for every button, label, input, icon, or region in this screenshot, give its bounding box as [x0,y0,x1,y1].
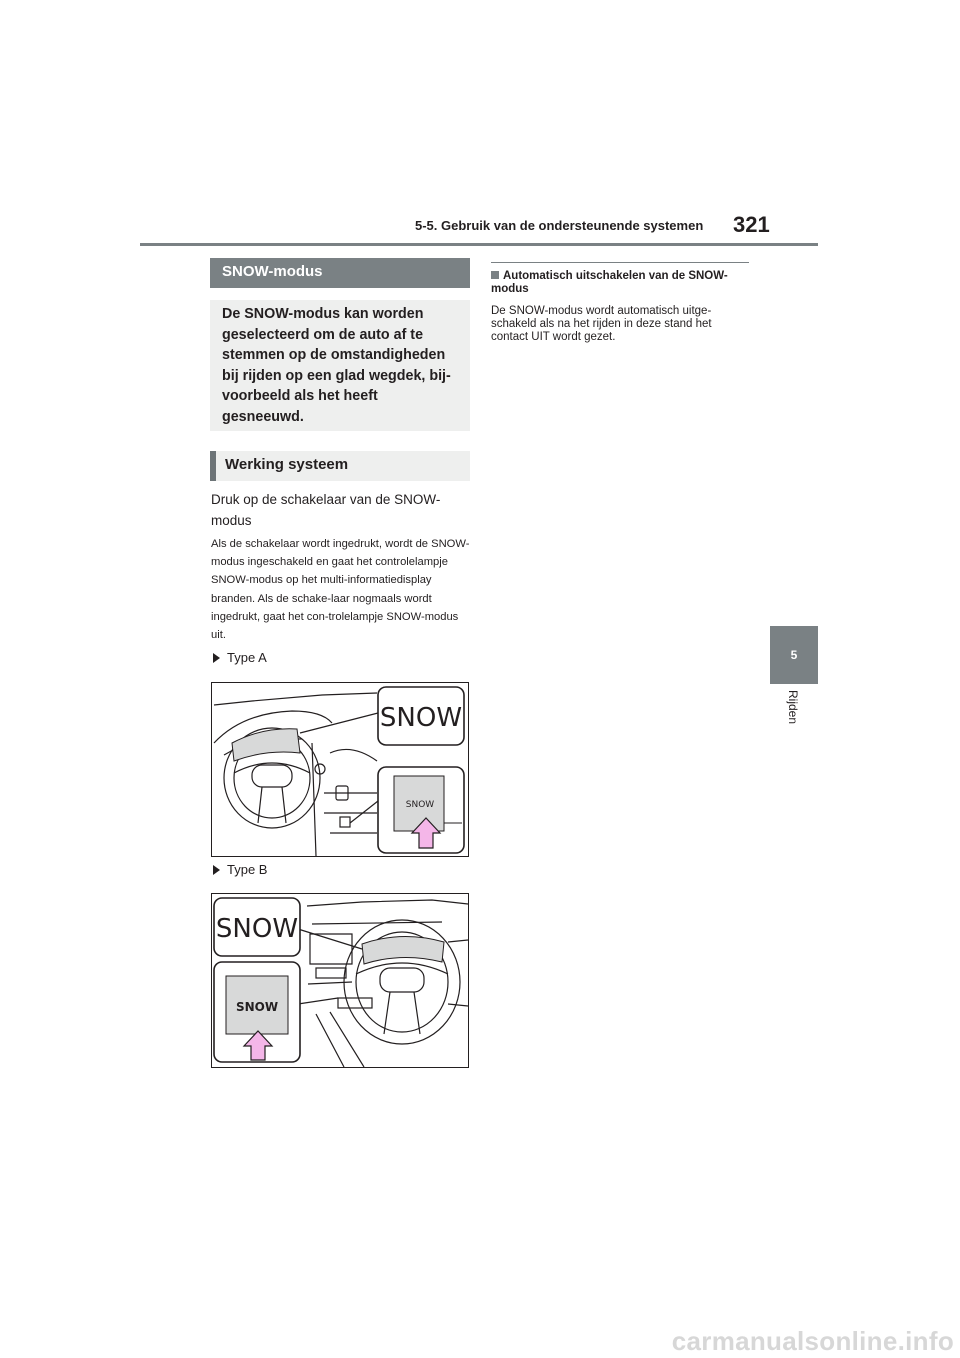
intro-box [210,300,470,431]
dashboard-illustration-type-a [212,683,468,856]
chapter-label [770,690,818,750]
dashboard-illustration-type-b [212,894,468,1067]
figure-type-b [211,893,469,1068]
right-subheading-text: Automatisch uitschakelen van de SNOW-modus [491,270,728,295]
chapter-number: 5 [790,648,798,662]
figure-type-a [211,682,469,857]
section-title: SNOW-modus [210,258,470,288]
callout-large-text: SNOW [379,703,463,733]
type-b-label-text: Type B [227,862,268,877]
subheading-rule [491,262,749,263]
body-paragraph: Als de schakelaar wordt ingedrukt, wordt de SNOW-modus ingeschakeld en gaat het controlelampje SNOW-modus op het multi-informatiedisplay branden. Als de schake-laar nogmaals wordt ingedrukt, gaat het con-trolelampje SNOW-modus uit. [211,538,470,642]
right-body-paragraph: De SNOW-modus wordt automatisch uitge-schakeld als na het rijden in deze stand het contact UIT wordt gezet. [491,305,712,343]
callout-large-text: SNOW [215,914,299,944]
right-subheading [491,270,749,296]
watermark [0,1322,960,1358]
type-b-label [213,862,267,877]
running-header: 5-5. Gebruik van de ondersteunende systemen [415,218,704,233]
square-bullet-icon [491,271,499,279]
page-number: 321 [733,212,770,237]
type-a-label [213,650,267,665]
triangle-bullet-icon [213,865,220,875]
callout-small-text: SNOW [235,1000,279,1014]
intro-text: De SNOW-modus kan worden geselecteerd om de auto af te stemmen op de omstandigheden bij rijden op een glad wegdek, bij-voorbeeld als het heeft gesneeuwd. [222,306,451,425]
triangle-bullet-icon [213,653,220,663]
callout-small-text: SNOW [405,800,435,810]
chapter-tab [770,626,818,684]
type-a-label-text: Type A [227,650,267,665]
lead-paragraph: Druk op de schakelaar van de SNOW-modus [211,492,441,528]
header-rule [140,243,818,246]
chapter-label-text: Rijden [786,690,800,725]
watermark-text: carmanualsonline.info [671,1326,954,1356]
subsection-title: Werking systeem [210,451,470,481]
